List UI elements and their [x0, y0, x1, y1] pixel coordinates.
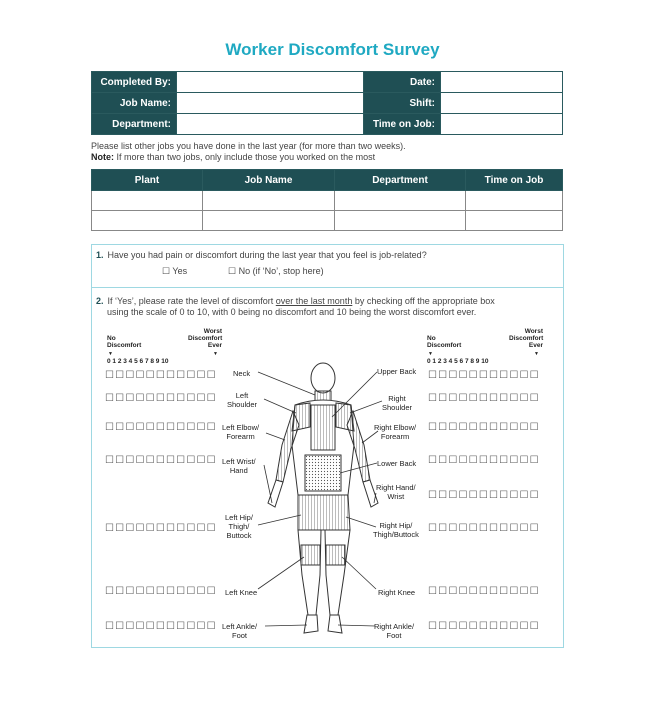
label-right-knee: Right Knee: [378, 588, 416, 597]
col-department: Department: [335, 170, 466, 191]
department-label: Department:: [92, 114, 177, 135]
arrow-down-icon: ▼: [534, 351, 539, 357]
q2-text-line2: using the scale of 0 to 10, with 0 being no discomfort and 10 being the worst discomfort ever.: [107, 307, 477, 317]
other-jobs-table: [91, 169, 563, 231]
right-ankle-checkboxes[interactable]: ☐☐☐☐☐☐☐☐☐☐☐: [428, 621, 540, 632]
scale-no-discomfort-left: No Discomfort: [107, 335, 142, 349]
q2-text: 2. If ‘Yes’, please rate the level of discomfort over the last month by checking off the appropriate box: [96, 296, 495, 306]
upper-back-checkboxes[interactable]: ☐☐☐☐☐☐☐☐☐☐☐: [428, 370, 540, 381]
questions-box: [91, 244, 564, 648]
note-text: If more than two jobs, only include those you worked on the most: [114, 152, 376, 162]
scale-no-discomfort-right: No Discomfort: [427, 335, 462, 349]
shift-label: Shift:: [364, 93, 441, 114]
left-ankle-checkboxes[interactable]: ☐☐☐☐☐☐☐☐☐☐☐: [105, 621, 217, 632]
arrow-down-icon: ▼: [213, 351, 218, 357]
q1-yes-option[interactable]: ☐ Yes: [162, 266, 188, 276]
col-plant: Plant: [92, 170, 203, 191]
left-elbow-checkboxes[interactable]: ☐☐☐☐☐☐☐☐☐☐☐: [105, 422, 217, 433]
instructions: [91, 141, 406, 163]
instructions-line: Please list other jobs you have done in the last year (for more than two weeks).: [91, 141, 406, 151]
right-knee-checkboxes[interactable]: ☐☐☐☐☐☐☐☐☐☐☐: [428, 586, 540, 597]
label-left-wrist: Left Wrist/ Hand: [222, 457, 256, 475]
date-field[interactable]: [441, 72, 563, 93]
arrow-down-icon: ▼: [108, 351, 113, 357]
label-neck: Neck: [233, 369, 251, 378]
right-elbow-checkboxes[interactable]: ☐☐☐☐☐☐☐☐☐☐☐: [428, 422, 540, 433]
label-upper-back: Upper Back: [377, 367, 417, 376]
label-right-ankle: Right Ankle/ Foot: [374, 622, 415, 640]
instructions-note: [91, 152, 406, 163]
q1-text: 1. Have you had pain or discomfort during the last year that you feel is job-related?: [96, 250, 427, 260]
label-left-elbow: Left Elbow/ Forearm: [222, 423, 260, 441]
table-row: [92, 191, 563, 211]
header-form: [91, 71, 563, 135]
label-right-elbow: Right Elbow/ Forearm: [374, 423, 417, 441]
department-field[interactable]: [177, 114, 364, 135]
scale-worst-right: Worst Discomfort Ever: [509, 328, 544, 349]
left-hip-checkboxes[interactable]: ☐☐☐☐☐☐☐☐☐☐☐: [105, 523, 217, 534]
scale-numbers-left: 0 1 2 3 4 5 6 7 8 9 10: [107, 358, 169, 365]
table-row: [92, 211, 563, 231]
time-on-job-label: Time on Job:: [364, 114, 441, 135]
scale-worst-left: Worst Discomfort Ever: [188, 328, 223, 349]
right-shoulder-checkboxes[interactable]: ☐☐☐☐☐☐☐☐☐☐☐: [428, 393, 540, 404]
q1-no-option[interactable]: ☐ No (if ‘No’, stop here): [228, 266, 324, 276]
col-time-on-job: Time on Job: [466, 170, 563, 191]
completed-by-field[interactable]: [177, 72, 364, 93]
label-left-hip: Left Hip/ Thigh/ Buttock: [225, 513, 253, 540]
job-name-field[interactable]: [177, 93, 364, 114]
time-on-job-field[interactable]: [441, 114, 563, 135]
date-label: Date:: [364, 72, 441, 93]
label-right-hand: Right Hand/ Wrist: [376, 483, 416, 501]
shift-field[interactable]: [441, 93, 563, 114]
left-wrist-checkboxes[interactable]: ☐☐☐☐☐☐☐☐☐☐☐: [105, 455, 217, 466]
right-hand-checkboxes[interactable]: ☐☐☐☐☐☐☐☐☐☐☐: [428, 490, 540, 501]
note-label: Note:: [91, 152, 114, 162]
left-knee-checkboxes[interactable]: ☐☐☐☐☐☐☐☐☐☐☐: [105, 586, 217, 597]
label-right-hip: Right Hip/ Thigh/Buttock: [373, 521, 419, 539]
lower-back-checkboxes[interactable]: ☐☐☐☐☐☐☐☐☐☐☐: [428, 455, 540, 466]
job-name-label: Job Name:: [92, 93, 177, 114]
neck-checkboxes[interactable]: ☐☐☐☐☐☐☐☐☐☐☐: [105, 370, 217, 381]
label-left-ankle: Left Ankle/ Foot: [222, 622, 258, 640]
scale-numbers-right: 0 1 2 3 4 5 6 7 8 9 10: [427, 358, 489, 365]
completed-by-label: Completed By:: [92, 72, 177, 93]
label-left-shoulder: Left Shoulder: [227, 391, 258, 409]
right-hip-checkboxes[interactable]: ☐☐☐☐☐☐☐☐☐☐☐: [428, 523, 540, 534]
survey-title: Worker Discomfort Survey: [225, 40, 440, 59]
arrow-down-icon: ▼: [428, 351, 433, 357]
label-right-shoulder: Right Shoulder: [382, 394, 413, 412]
body-diagram: [92, 245, 563, 647]
label-left-knee: Left Knee: [225, 588, 258, 597]
label-lower-back: Lower Back: [377, 459, 417, 468]
col-job-name: Job Name: [203, 170, 335, 191]
left-shoulder-checkboxes[interactable]: ☐☐☐☐☐☐☐☐☐☐☐: [105, 393, 217, 404]
